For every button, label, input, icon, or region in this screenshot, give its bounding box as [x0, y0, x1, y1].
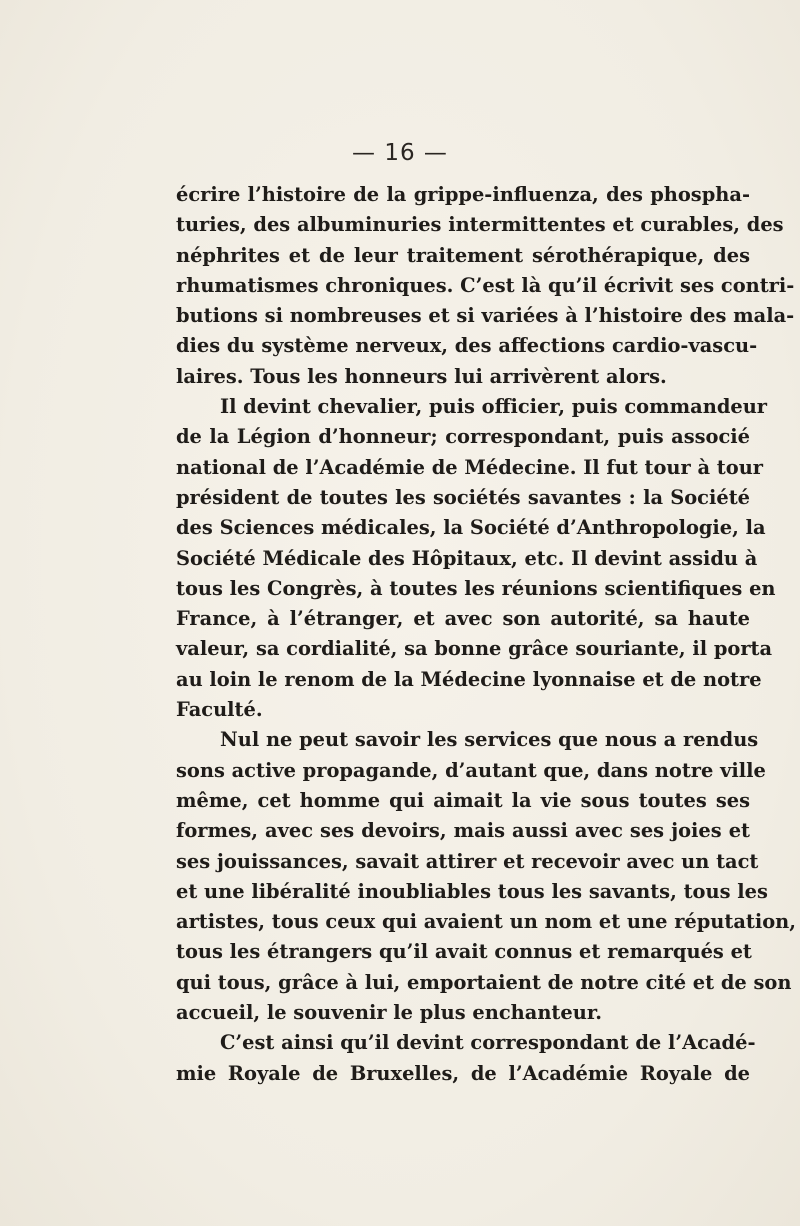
text-line: France, à l’étranger, et avec son autorité, sa haute — [176, 607, 750, 631]
text-line: ses jouissances, savait attirer et recevoir avec un tact — [176, 849, 759, 873]
page-number: — 16 — — [352, 140, 448, 166]
text-line: qui tous, grâce à lui, emportaient de notre cité et de son — [176, 970, 792, 994]
text-line: au loin le renom de la Médecine lyonnaise et de notre — [176, 667, 762, 691]
text-line: mie Royale de Bruxelles, de l’Académie Royale de — [176, 1061, 750, 1085]
text-line: Il devint chevalier, puis officier, puis commandeur — [220, 395, 768, 419]
text-line: tous les étrangers qu’il avait connus et remarqués et — [176, 940, 752, 964]
text-line: Société Médicale des Hôpitaux, etc. Il devint assidu à — [176, 546, 758, 570]
text-line: butions si nombreuses et si variées à l’histoire des mala- — [176, 304, 795, 328]
text-line: même, cet homme qui aimait la vie sous toutes ses — [176, 788, 750, 812]
text-line: dies du système nerveux, des affections cardio-vascu- — [176, 334, 758, 358]
text-line: président de toutes les sociétés savantes : la Société — [176, 485, 750, 509]
text-line: néphrites et de leur traitement sérothérapique, des — [176, 243, 750, 267]
text-line: laires. Tous les honneurs lui arrivèrent alors. — [176, 364, 667, 388]
text-line: de la Légion d’honneur; correspondant, puis associé — [176, 425, 750, 449]
text-line: formes, avec ses devoirs, mais aussi avec ses joies et — [176, 819, 750, 843]
text-line: valeur, sa cordialité, sa bonne grâce souriante, il porta — [176, 637, 773, 661]
body-text — [176, 180, 797, 1089]
text-line: artistes, tous ceux qui avaient un nom et une réputation, — [176, 910, 797, 934]
text-line: accueil, le souvenir le plus enchanteur. — [176, 1001, 603, 1025]
text-line: des Sciences médicales, la Société d’Anthropologie, la — [176, 516, 766, 540]
text-line: et une libéralité inoubliables tous les savants, tous les — [176, 879, 768, 903]
text-line: écrire l’histoire de la grippe-influenza, des phospha- — [176, 183, 750, 206]
text-line: rhumatismes chroniques. C’est là qu’il écrivit ses contri- — [176, 273, 795, 297]
text-line: Nul ne peut savoir les services que nous a rendus — [220, 728, 759, 752]
text-line: national de l’Académie de Médecine. Il fut tour à tour — [176, 455, 764, 479]
text-line: turies, des albuminuries intermittentes et curables, des — [176, 213, 784, 237]
text-line: tous les Congrès, à toutes les réunions scientifiques en — [176, 576, 776, 600]
text-line: sons active propagande, d’autant que, dans notre ville — [176, 758, 766, 782]
text-line: Faculté. — [176, 698, 263, 722]
text-line: C’est ainsi qu’il devint correspondant de l’Acadé- — [220, 1031, 756, 1055]
